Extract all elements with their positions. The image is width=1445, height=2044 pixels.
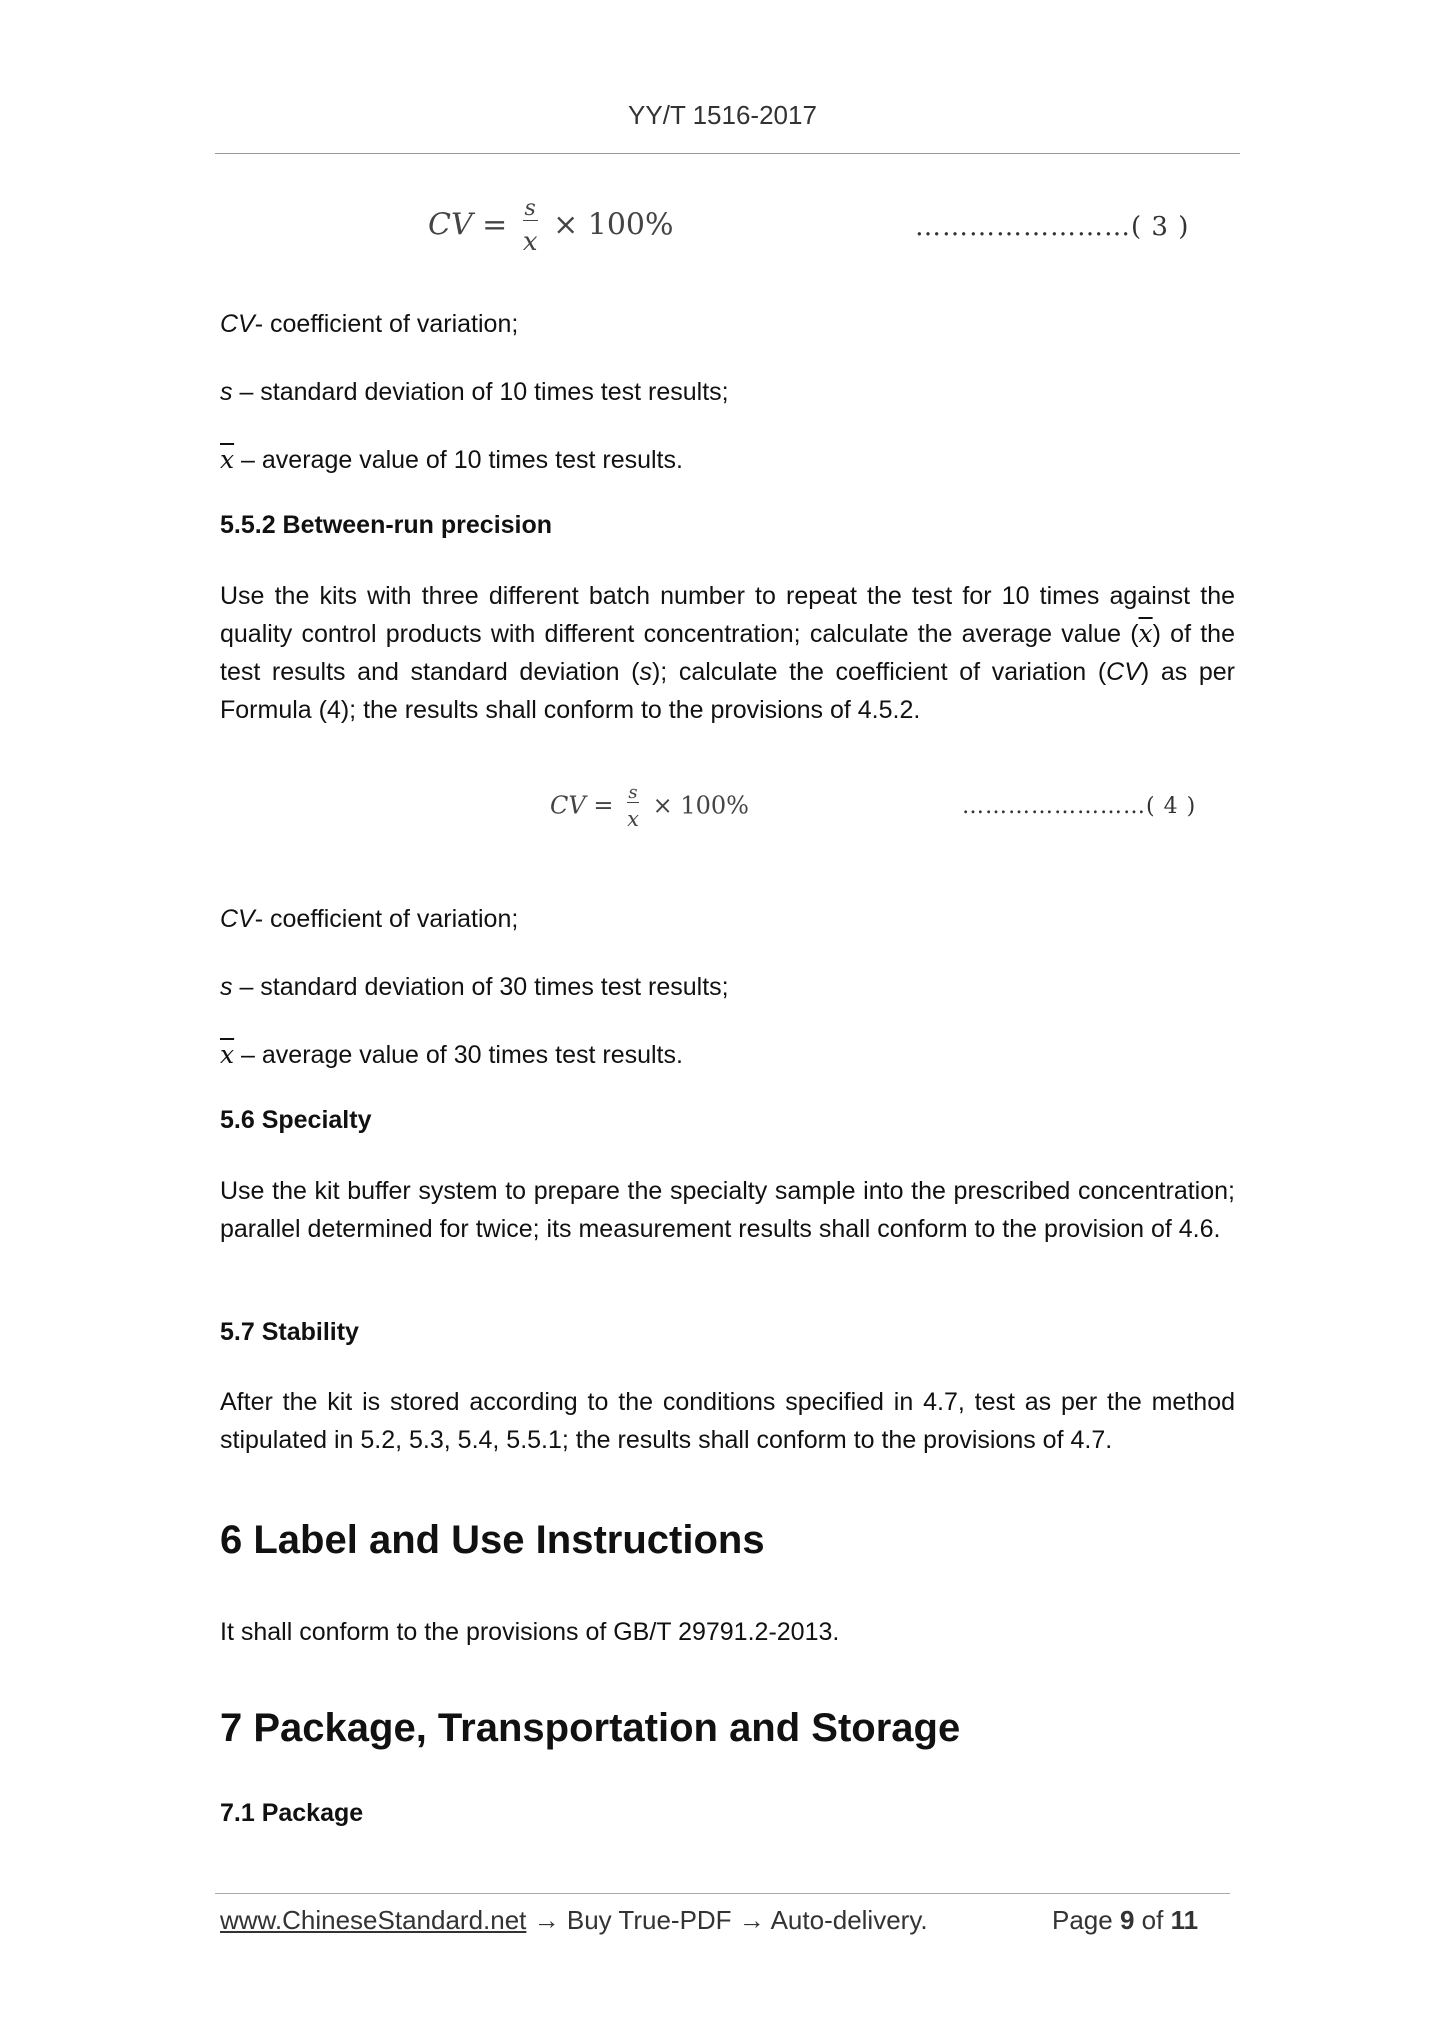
text-run: Use the kits with three different batch number to repeat the test for 10 times against the quality control products with different concentration; calculate the average value ( [220,582,1235,648]
formula-times: × 100% [652,791,749,820]
definition-s [220,373,1235,411]
section-heading-5-7: 5.7 Stability [220,1318,359,1346]
definition-s [220,968,1235,1006]
text-run: ) of the test results and standard deviation ( [220,620,1235,686]
header-divider [215,153,1240,154]
page-number: 9 [1119,1905,1135,1935]
text-run: ) as per Formula (4); the results shall conform to the provisions of 4.5.2. [220,658,1235,724]
document-id: YY/T 1516-2017 [628,100,817,130]
symbol-cv: CV [220,905,255,933]
definition-text: – average value of 10 times test results. [234,446,683,474]
leader-dots: …………………… [915,212,1131,242]
definition-cv [220,900,1235,938]
formula-3 [428,198,674,255]
symbol-x-bar: $\overline{x}$ [220,1040,235,1069]
fraction-numerator: s [628,782,638,803]
fraction-numerator: s [524,196,536,221]
paragraph-5-5-2 [220,577,1235,729]
definition-text: – standard deviation of 30 times test results; [232,973,729,1001]
section-heading-7-1: 7.1 Package [220,1799,364,1827]
buy-text: Buy True-PDF [566,1905,732,1935]
formula-number: ( 3 ) [1131,212,1190,242]
symbol-cv: CV [220,310,255,338]
definition-x [220,441,1235,479]
text-run: ); calculate the coefficient of variation ( [651,658,1107,686]
symbol-s: s [220,973,233,1001]
formula-lhs: CV [550,791,586,820]
footer-divider [215,1893,1230,1894]
footer-left [220,1905,928,1936]
of-label: of [1141,1905,1164,1935]
formula-number: ( 4 ) [1146,794,1197,819]
page-label: Page [1052,1905,1113,1935]
paragraph-5-7: After the kit is stored according to the conditions specified in 4.7, test as per the method stipulated in 5.2, 5.3, 5.4, 5.5.1; the results shall conform to the provisions of 4.7. [220,1388,1235,1454]
formula-3-leader [915,212,1189,242]
symbol-cv: CV [1106,658,1141,686]
page-total: 11 [1170,1905,1199,1935]
section-heading-5-6: 5.6 Specialty [220,1106,372,1134]
definition-text: - coefficient of variation; [254,310,519,338]
definition-text: – standard deviation of 10 times test results; [232,378,729,406]
definition-cv [220,305,1235,343]
chapter-heading-7: 7 Package, Transportation and Storage [220,1706,961,1750]
formula-eq: = [593,791,614,820]
formula-times: × 100% [553,207,674,243]
section-heading-5-5-2: 5.5.2 Between-run precision [220,511,553,539]
chapter-heading-6: 6 Label and Use Instructions [220,1518,765,1562]
symbol-s: s [220,378,233,406]
formula-4 [550,784,749,830]
delivery-text: Auto-delivery. [770,1905,928,1935]
arrow-icon: → [731,1905,771,1935]
formula-eq: = [482,207,508,243]
leader-dots: …………………… [962,794,1146,819]
fraction-denominator: x [627,802,639,830]
formula-fraction [523,198,538,255]
website-link[interactable]: www.ChineseStandard.net [220,1905,527,1935]
formula-4-leader [962,794,1196,819]
fraction-denominator: x [523,220,538,255]
symbol-x-bar: $\overline{x}$ [220,445,235,474]
formula-fraction [627,784,639,830]
symbol-s: s [639,658,652,686]
formula-lhs: CV [428,207,473,243]
definition-x [220,1036,1235,1074]
symbol-x-bar: $\overline{x}$ [1138,619,1153,648]
paragraph-6: It shall conform to the provisions of GB/T 29791.2-2013. [220,1618,840,1646]
page-indicator [1052,1905,1198,1936]
definition-text: – average value of 30 times test results. [234,1041,683,1069]
paragraph-5-6: Use the kit buffer system to prepare the specialty sample into the prescribed concentration; parallel determined for twice; its measurement results shall conform to the provision of 4.6. [220,1177,1235,1243]
definition-text: - coefficient of variation; [254,905,519,933]
arrow-icon: → [526,1905,567,1935]
